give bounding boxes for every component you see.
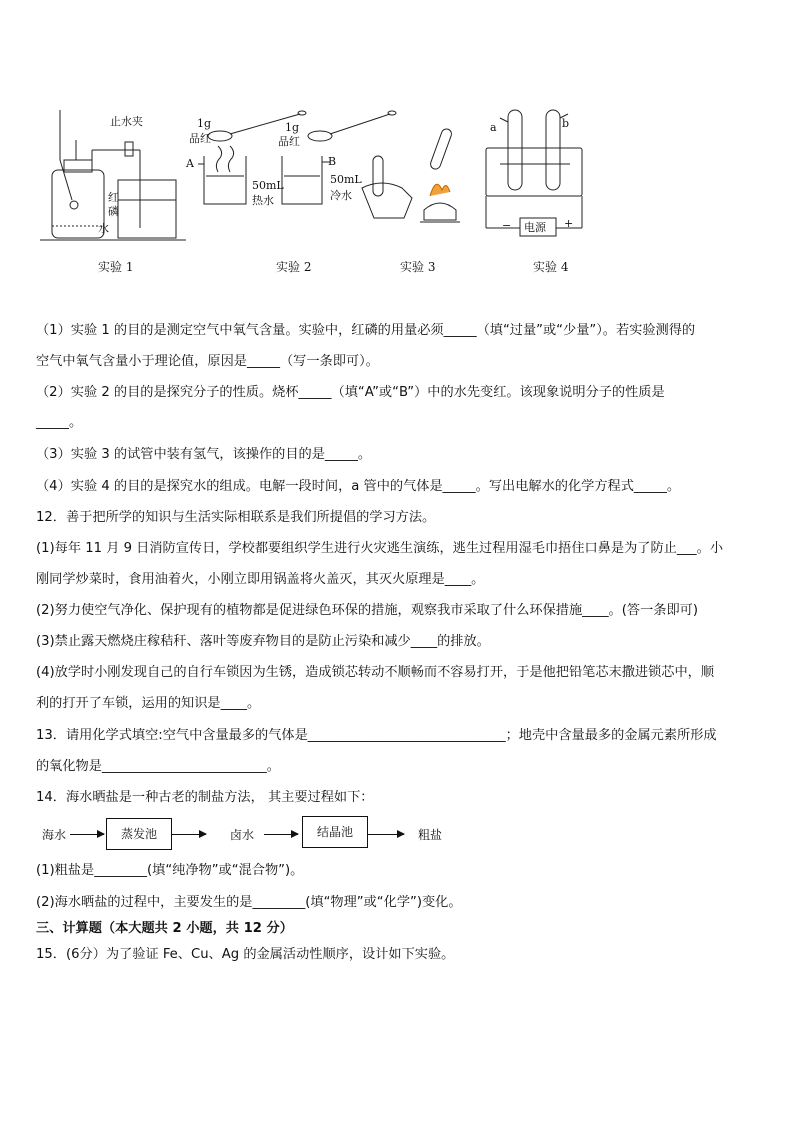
- caption-exp2: 实验 2: [276, 260, 312, 274]
- label-hot-water: 热水: [252, 194, 274, 207]
- label-b: b: [562, 117, 570, 130]
- label-phos: 磷: [108, 205, 119, 218]
- flow-arrow-1: [70, 834, 104, 835]
- label-a: a: [490, 121, 497, 134]
- q12-part3: (3)禁止露天燃烧庄稼秸秆、落叶等废弃物目的是防止污染和减少____的排放。: [36, 634, 490, 649]
- q11-part3: （3）实验 3 的试管中装有氢气，该操作的目的是_____。: [36, 447, 372, 462]
- label-power: 电源: [524, 221, 546, 234]
- flow-seawater: 海水: [42, 828, 67, 842]
- label-water: 水: [98, 222, 109, 235]
- label-1g-b: 1g: [285, 121, 300, 134]
- q12-part1-line1: (1)每年 11 月 9 日消防宣传日，学校都要组织学生进行火灾逃生演练，逃生过程用湿毛巾捂住口鼻是为了防止___。小: [36, 541, 724, 556]
- section-calc-heading: 三、计算题（本大题共 2 小题，共 12 分）: [36, 921, 293, 936]
- label-red: 红: [108, 191, 119, 204]
- label-clamp: 止水夹: [110, 115, 143, 128]
- flow-arrow-3: [264, 834, 298, 835]
- flow-arrow-4: [368, 834, 404, 835]
- label-1g-a: 1g: [197, 117, 212, 130]
- q14-part1: (1)粗盐是________(填“纯净物”或“混合物”)。: [36, 863, 304, 878]
- flow-cryst-box: 结晶池: [302, 816, 368, 848]
- caption-exp1: 实验 1: [98, 260, 134, 274]
- label-cold-water: 冷水: [330, 189, 352, 202]
- experiment-figure: [40, 100, 600, 280]
- label-50ml-a: 50mL: [252, 179, 284, 192]
- q11-part4: （4）实验 4 的目的是探究水的组成。电解一段时间，a 管中的气体是_____。写出电解水的化学方程式_____。: [36, 479, 681, 494]
- label-minus: −: [502, 219, 512, 232]
- label-pink-b: 品红: [278, 135, 300, 148]
- label-50ml-b: 50mL: [330, 173, 362, 186]
- q12-part4-line1: (4)放学时小刚发现自己的自行车锁因为生锈，造成锁芯转动不顺畅而不容易打开，于是他把铅笔芯末撒进锁芯中，顺: [36, 665, 715, 680]
- label-plus: +: [564, 217, 574, 230]
- label-pink-a: 品红: [189, 132, 211, 145]
- q12-part4-line2: 利的打开了车锁，运用的知识是____。: [36, 696, 261, 711]
- q12-part1-line2: 刚同学炒菜时，食用油着火，小刚立即用锅盖将火盖灭，其灭火原理是____。: [36, 572, 485, 587]
- flow-arrow-2: [172, 834, 206, 835]
- salt-flow-diagram: [0, 815, 794, 855]
- q15-stem: 15．(6分）为了验证 Fe、Cu、Ag 的金属活动性顺序，设计如下实验。: [36, 947, 455, 962]
- q13-line1: 13．请用化学式填空:空气中含量最多的气体是______________________________；地壳中含量最多的金属元素所形成: [36, 728, 717, 743]
- flow-brine: 卤水: [230, 828, 255, 842]
- q13-line2: 的氧化物是_________________________。: [36, 759, 280, 774]
- q11-part2-line2: _____。: [36, 415, 83, 430]
- caption-exp4: 实验 4: [533, 260, 569, 274]
- label-A: A: [186, 157, 194, 170]
- flow-evap-box: 蒸发池: [106, 818, 172, 850]
- q11-part2-line1: （2）实验 2 的目的是探究分子的性质。烧杯_____（填“A”或“B”）中的水先变红。该现象说明分子的性质是: [36, 385, 665, 400]
- q11-part1-line1: （1）实验 1 的目的是测定空气中氧气含量。实验中，红磷的用量必须_____（填“过量”或“少量”）。若实验测得的: [36, 323, 696, 338]
- q14-stem: 14．海水晒盐是一种古老的制盐方法， 其主要过程如下：: [36, 790, 374, 805]
- q11-part1-line2: 空气中氧气含量小于理论值，原因是_____（写一条即可）。: [36, 354, 379, 369]
- q14-part2: (2)海水晒盐的过程中，主要发生的是________(填“物理”或“化学”)变化。: [36, 895, 462, 910]
- caption-exp3: 实验 3: [400, 260, 436, 274]
- q12-part2: (2)努力使空气净化、保护现有的植物都是促进绿色环保的措施，观察我市采取了什么环保措施____。(答一条即可): [36, 603, 698, 618]
- label-B: B: [328, 155, 337, 168]
- flow-crude: 粗盐: [418, 828, 443, 842]
- q12-stem: 12．善于把所学的知识与生活实际相联系是我们所提倡的学习方法。: [36, 510, 436, 525]
